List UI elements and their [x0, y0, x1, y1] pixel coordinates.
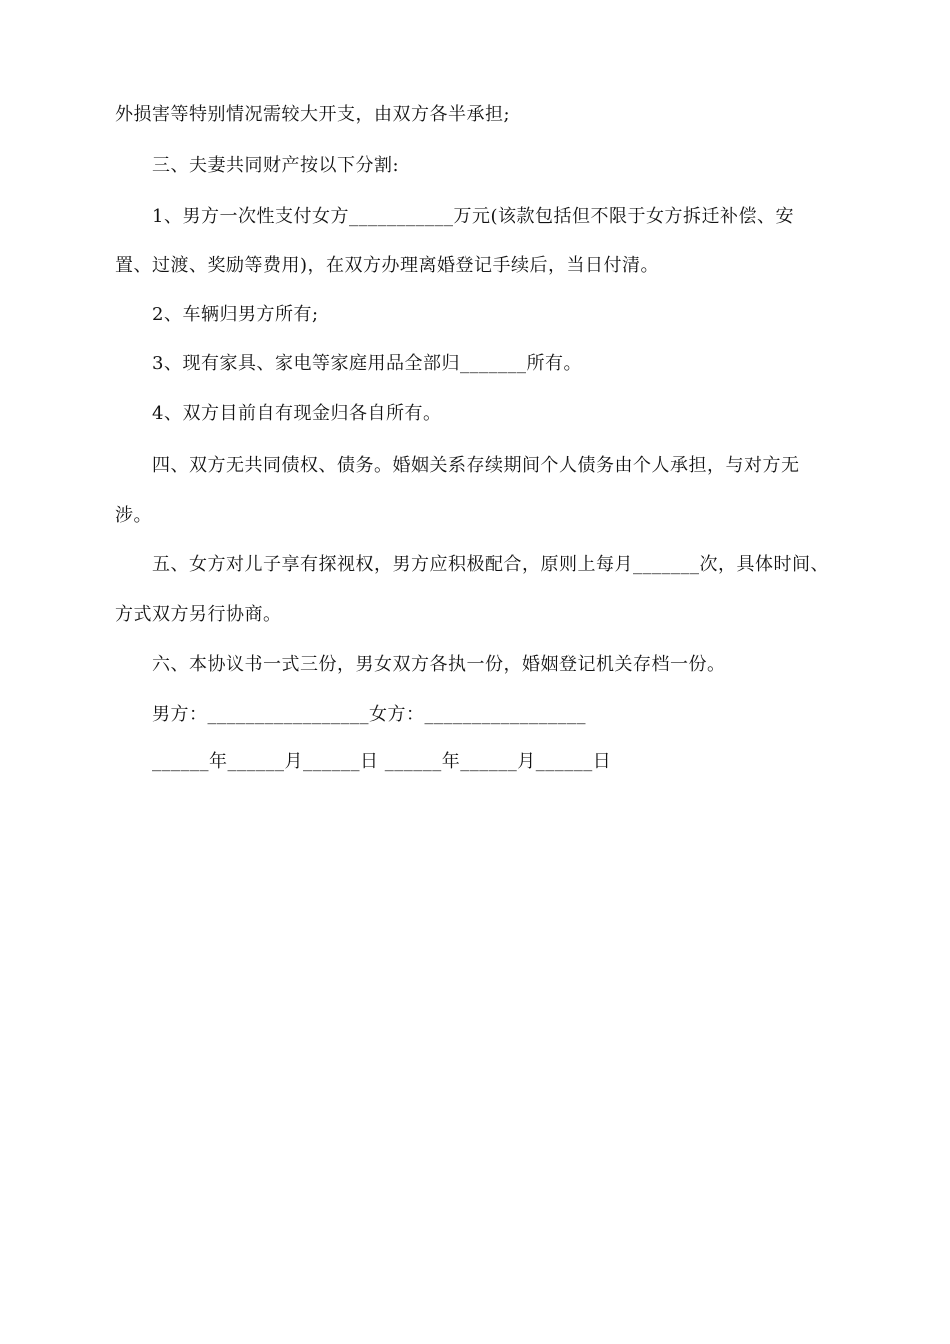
- section-4-line-1: 四、双方无共同债权、债务。婚姻关系存续期间个人债务由个人承担，与对方无: [152, 455, 800, 476]
- section-6: 六、本协议书一式三份，男女双方各执一份，婚姻登记机关存档一份。: [152, 654, 726, 675]
- paragraph-line-1: 外损害等特别情况需较大开支，由双方各半承担;: [115, 104, 511, 125]
- section-5-line-2: 方式双方另行协商。: [115, 604, 282, 625]
- date-line: ______年______月______日 ______年______月______日: [152, 751, 612, 772]
- section-5-line-1: 五、女方对儿子享有探视权，男方应积极配合，原则上每月_______次，具体时间、: [152, 554, 829, 575]
- item-3: 3、现有家具、家电等家庭用品全部归_______所有。: [152, 353, 582, 374]
- item-2: 2、车辆归男方所有;: [152, 304, 319, 325]
- section-4-line-2: 涉。: [115, 505, 152, 526]
- item-4: 4、双方目前自有现金归各自所有。: [152, 403, 442, 424]
- section-3-heading: 三、夫妻共同财产按以下分割:: [152, 155, 400, 176]
- item-1-line-1: 1、男方一次性支付女方___________万元(该款包括但不限于女方拆迁补偿、安: [152, 206, 794, 227]
- signature-line: 男方：_________________女方：_________________: [152, 704, 586, 725]
- item-1-line-2: 置、过渡、奖励等费用)，在双方办理离婚登记手续后，当日付清。: [115, 255, 660, 276]
